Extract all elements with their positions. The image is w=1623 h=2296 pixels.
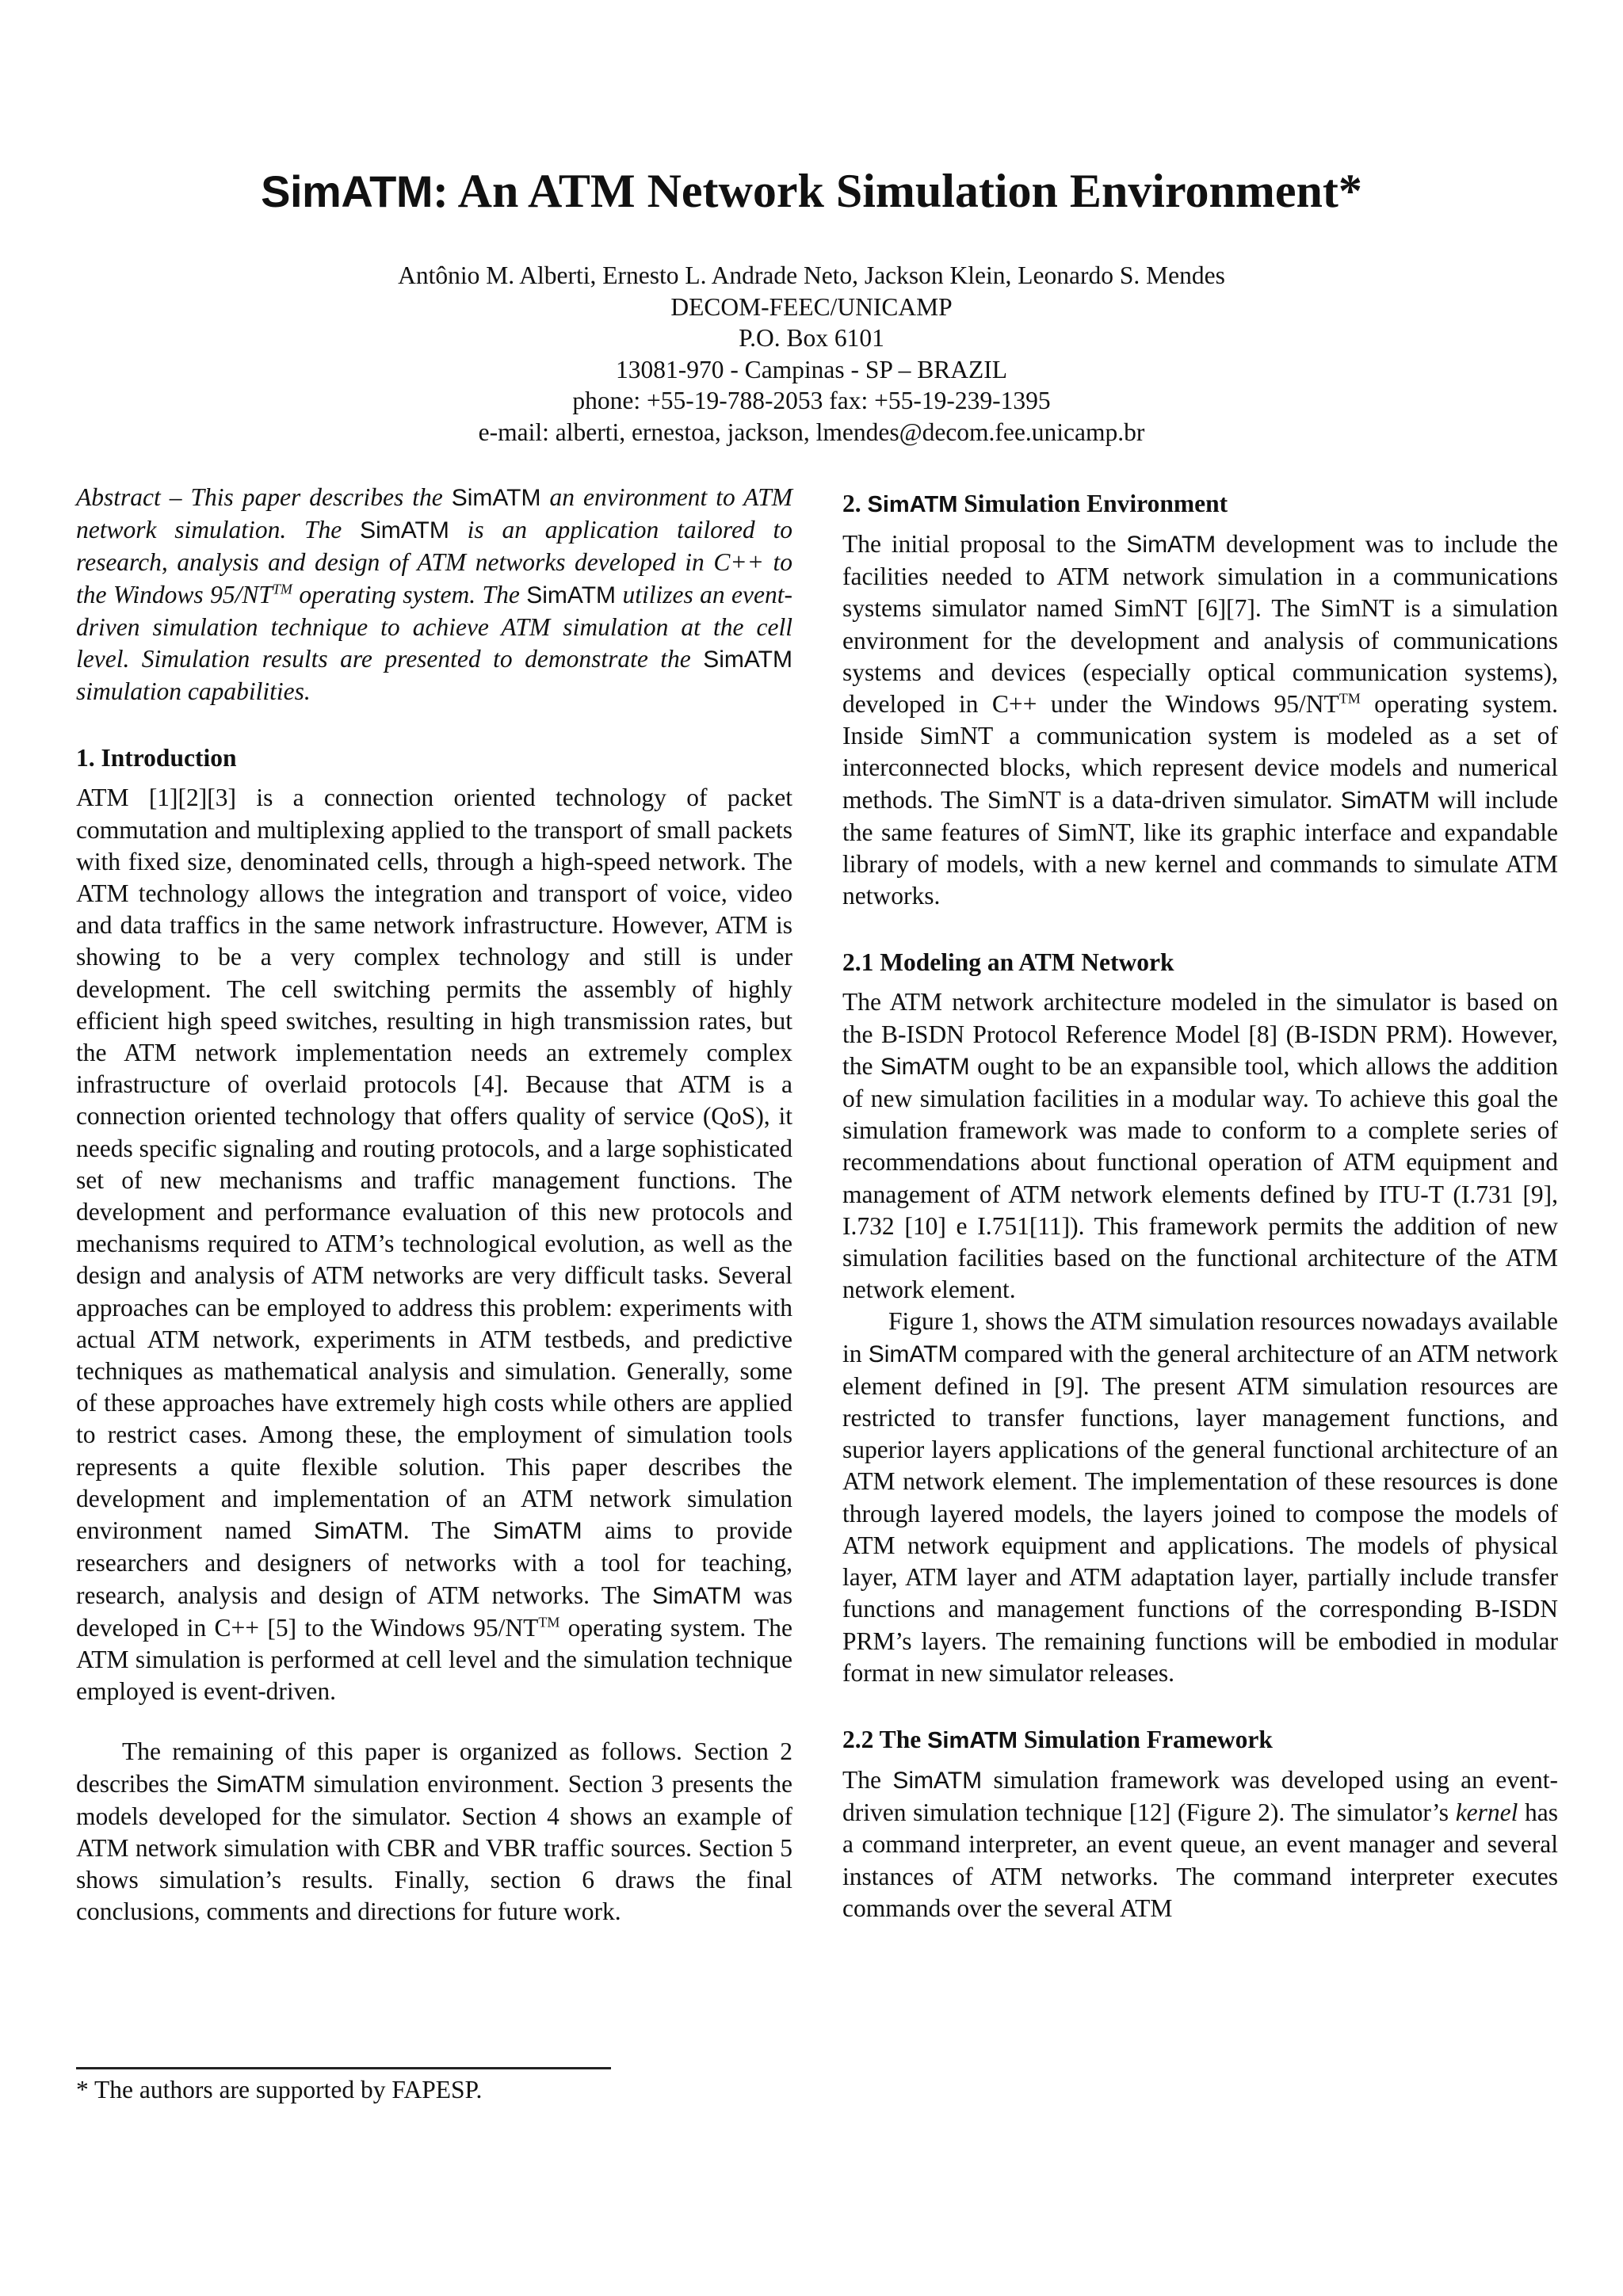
abstract-text: simulation capabilities. xyxy=(76,677,311,706)
brand-name: SimATM xyxy=(927,1727,1018,1753)
author-email: e-mail: alberti, ernestoa, jackson, lmendes@decom.fee.unicamp.br xyxy=(478,418,1145,446)
brand-name: SimATM xyxy=(703,646,792,673)
body-text: simulation framework was developed using an event-driven simulation technique [12] (Figure 2). The simulator’s xyxy=(842,1765,1558,1827)
abstract-text: is an application tailored to research, analysis and design of ATM networks developed in C++ to the Windows 95/NT xyxy=(76,516,793,608)
section-2-2-heading xyxy=(842,1724,1558,1756)
brand-name: SimATM xyxy=(880,1053,970,1080)
footnote-divider xyxy=(76,2067,611,2069)
abstract-text: operating system. The xyxy=(292,580,527,608)
section-2-1-paragraph-1 xyxy=(842,986,1558,1306)
brand-name: SimATM xyxy=(313,1518,403,1545)
body-text: ought to be an expansible tool, which allows the addition of new simulation facilities in a modular way. To achieve this goal the simulation framework was made to conform to a complete series of recommendations about functional operation of ATM equipment and management of ATM network elements defined by ITU-T (I.731 [9], I.732 [10] e I.751[11]). This framework permits the addition of new simulation facilities based on the functional architecture of the ATM network element. xyxy=(842,1051,1559,1304)
body-text: operating system. Inside SimNT a communication system is modeled as a set of interconnected blocks, which represent device models and numerical methods. The SimNT is a data-driven simulator. xyxy=(842,690,1558,814)
body-text: simulation environment. Section 3 presents the models developed for the simulator. Section 4 shows an example of ATM network simulation with CBR and VBR traffic sources. Section 5 shows simulation’s results. Finally, section 6 draws the final conclusions, comments and directions for future work. xyxy=(76,1769,792,1926)
brand-name: SimATM xyxy=(492,1518,582,1545)
trademark-sup: TM xyxy=(272,581,292,597)
body-text: The ATM network architecture modeled in the simulator is based on the B-ISDN Protocol Reference Model [8] (B-ISDN PRM). However, the xyxy=(842,988,1558,1080)
body-text: Figure 1, shows the ATM simulation resources nowadays available in xyxy=(842,1307,1558,1367)
body-text: has a command interpreter, an event queue, an event manager and several instances of ATM networks. The command interpreter executes commands over the several ATM xyxy=(842,1798,1559,1922)
author-dept: DECOM-FEEC/UNICAMP xyxy=(670,292,953,321)
heading-number: 2.2 The xyxy=(842,1725,928,1753)
brand-name: SimATM xyxy=(651,1582,742,1609)
title-rest: : An ATM Network Simulation Environment* xyxy=(432,165,1362,217)
brand-name: SimATM xyxy=(451,485,541,511)
intro-heading: 1. Introduction xyxy=(76,744,237,772)
right-column xyxy=(842,488,1558,1924)
trademark-sup: TM xyxy=(1338,690,1361,707)
intro-paragraph-1 xyxy=(76,782,792,1707)
intro-paragraph-2 xyxy=(76,1736,792,1928)
heading-number: 2. xyxy=(842,490,868,517)
body-text: development was to include the facilities needed to ATM network simulation in a communications systems simulator named SimNT [6][7]. The SimNT is a simulation environment for the development and analysis of communications systems and devices (especially optical communication systems), developed in C++ under the Windows 95/NT xyxy=(842,530,1558,719)
body-text: will include the same features of SimNT, like its graphic interface and expandable library of models, with a new kernel and commands to simulate ATM networks. xyxy=(842,785,1558,910)
body-text: was developed in C++ [5] to the Windows 95/NT xyxy=(76,1581,792,1642)
body-text: ATM [1][2][3] is a connection oriented technology of packet commutation and multiplexing applied to the transport of small packets with fixed size, denominated cells, through a high-speed network. The ATM technology allows the integration and transport of voice, video and data traffics in the same network infrastructure. However, ATM is showing to be a very complex technology and still is under development. The cell switching permits the assembly of highly efficient high speed switches, resulting in high transmission rates, but the ATM network implementation needs an extremely complex infrastructure of overlaid protocols [4]. Because that ATM is a connection oriented technology that offers quality of service (QoS), it needs specific signaling and routing protocols, and a large sophisticated set of new mechanisms and traffic management functions. The development and performance evaluation of this new protocols and mechanisms required to ATM’s technological evolution, as well as the design and analysis of ATM networks are very difficult tasks. Several approaches can be employed to address this problem: experiments with actual ATM network, experiments in ATM testbeds, and predictive techniques as mathematical analysis and simulation. Generally, some of these approaches have extremely high costs while others are applied to restrict cases. Among these, the employment of simulation tools represents a quite flexible solution. This paper describes the development and implementation of an ATM network simulation environment named xyxy=(76,784,792,1545)
author-block xyxy=(0,260,1623,448)
brand-name: SimATM xyxy=(526,582,617,608)
body-text: The xyxy=(842,1765,893,1794)
section-2-1-heading: 2.1 Modeling an ATM Network xyxy=(842,948,1174,977)
body-text: The remaining of this paper is organized as follows. Section 2 describes the xyxy=(76,1737,792,1798)
abstract-text: Abstract – This paper describes the xyxy=(76,483,452,511)
heading-text: Simulation Framework xyxy=(1017,1725,1273,1753)
author-names: Antônio M. Alberti, Ernesto L. Andrade Neto, Jackson Klein, Leonardo S. Mendes xyxy=(398,261,1225,289)
brand-name: SimATM xyxy=(892,1767,983,1794)
section-2-paragraph xyxy=(842,528,1558,912)
author-phone: phone: +55-19-788-2053 fax: +55-19-239-1395 xyxy=(572,387,1051,415)
abstract-text: utilizes an event-driven simulation technique to achieve ATM simulation at the cell level. Simulation results are presented to demonstrate the xyxy=(76,580,792,673)
trademark-sup: TM xyxy=(538,1614,560,1630)
footnote: * The authors are supported by FAPESP. xyxy=(76,2076,483,2103)
body-text: operating system. The ATM simulation is performed at cell level and the simulation technique employed is event-driven. xyxy=(76,1613,792,1706)
brand-name: SimATM xyxy=(216,1771,306,1798)
brand-name: SimATM xyxy=(360,517,449,544)
body-text: aims to provide researchers and designers of networks with a tool for teaching, research, analysis and design of ATM networks. The xyxy=(76,1516,793,1609)
abstract-paragraph xyxy=(76,482,792,707)
paper-title xyxy=(0,162,1623,219)
abstract-text: an environment to ATM network simulation. The xyxy=(76,483,792,544)
body-text: . The xyxy=(403,1516,493,1545)
body-text: compared with the general architecture of an ATM network element defined in [9]. The present ATM simulation resources are restricted to transfer functions, layer management functions, and superior layers applications of the general functional architecture of an ATM network element. The implementation of these resources is done through layered models, the layers joined to compose the models of ATM network equipment and applications. The models of physical layer, ATM layer and ATM adaptation layer, partially include transfer functions and management functions of the corresponding B-ISDN PRM’s layers. The remaining functions will be embodied in modular format in new simulator releases. xyxy=(842,1339,1558,1687)
title-brand: SimATM xyxy=(261,166,433,216)
brand-name: SimATM xyxy=(1340,787,1430,814)
brand-name: SimATM xyxy=(868,1341,958,1367)
author-address: 13081-970 - Campinas - SP – BRAZIL xyxy=(615,355,1008,383)
brand-name: SimATM xyxy=(1126,532,1216,558)
emphasis-kernel: kernel xyxy=(1455,1798,1518,1827)
section-2-2-paragraph xyxy=(842,1764,1558,1924)
section-2-heading xyxy=(842,488,1558,521)
left-column xyxy=(76,482,792,1928)
heading-text: Simulation Environment xyxy=(957,490,1228,517)
brand-name: SimATM xyxy=(867,492,958,517)
body-text: The initial proposal to the xyxy=(842,530,1127,558)
author-box: P.O. Box 6101 xyxy=(739,324,884,353)
section-2-1-paragraph-2 xyxy=(842,1306,1558,1688)
